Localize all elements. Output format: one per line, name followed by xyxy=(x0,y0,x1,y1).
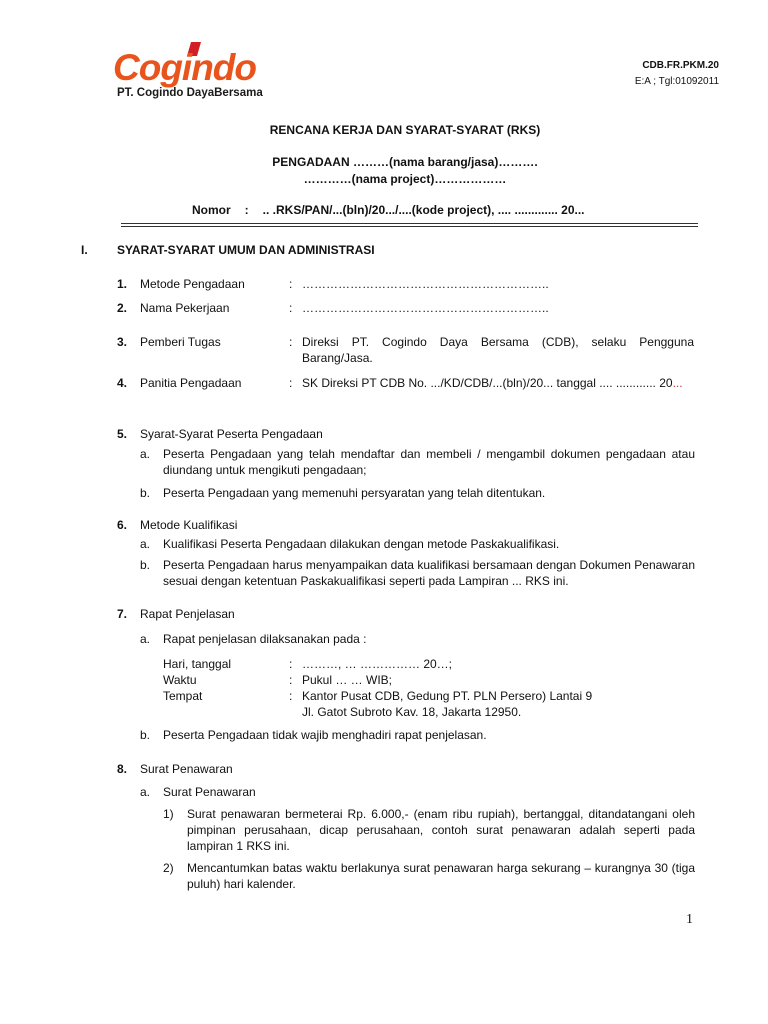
point-text: Peserta Pengadaan harus menyampaikan data kualifikasi bersamaan dengan Dokumen Penawaran sesuai dengan ketentuan Paskakualifikasi seperti pada Lampiran ... RKS ini. xyxy=(163,558,695,588)
logo-wordmark: Cogindo xyxy=(113,47,257,88)
item-number: 6. xyxy=(117,518,128,532)
procurement-line-1: PENGADAAN ………(nama barang/jasa)………. xyxy=(272,155,538,169)
detail-value-line-2: Jl. Gatot Subroto Kav. 18, Jakarta 12950. xyxy=(302,705,522,719)
subpoint-text: Surat penawaran bermeterai Rp. 6.000,- (enam ribu rupiah), bertanggal, ditandatangani oleh pimpinan perusahaan, dicap perusahaan, contoh surat penawaran adalah seperti pada lampiran 1 RKS ini. xyxy=(187,807,695,853)
document-edition: E:A ; Tgl:01092011 xyxy=(634,76,719,87)
subpoint-number: 1) xyxy=(163,807,174,821)
item-value xyxy=(302,375,694,391)
item-title: Surat Penawaran xyxy=(140,762,233,776)
company-logo xyxy=(113,42,273,102)
item-number: 5. xyxy=(117,427,128,441)
document-title: RENCANA KERJA DAN SYARAT-SYARAT (RKS) xyxy=(269,123,541,137)
detail-colon: : xyxy=(289,657,293,671)
item-number: 4. xyxy=(117,376,128,390)
item-number: 7. xyxy=(117,607,128,621)
detail-label: Hari, tanggal xyxy=(163,657,232,671)
point-text: Peserta Pengadaan yang memenuhi persyaratan yang telah ditentukan. xyxy=(163,486,546,500)
item-colon: : xyxy=(289,277,293,291)
logo-subtitle: PT. Cogindo DayaBersama xyxy=(117,87,263,99)
item-colon: : xyxy=(289,301,293,315)
point-letter: a. xyxy=(140,447,151,461)
divider-line xyxy=(121,226,698,227)
section-title: SYARAT-SYARAT UMUM DAN ADMINISTRASI xyxy=(117,243,375,257)
cogindo-logo-mark xyxy=(113,42,273,90)
item-title: Rapat Penjelasan xyxy=(140,607,235,621)
point-letter: b. xyxy=(140,558,151,572)
point-text: Peserta Pengadaan tidak wajib menghadiri rapat penjelasan. xyxy=(163,728,487,742)
item-colon: : xyxy=(289,376,293,390)
nomor-line xyxy=(192,203,585,217)
point-text: Peserta Pengadaan yang telah mendaftar dan membeli / mengambil dokumen pengadaan atau diundang untuk mengikuti pengadaan; xyxy=(163,447,695,477)
item-value-text: SK Direksi PT CDB No. .../KD/CDB/...(bln)/20... tanggal .... ............ 20 xyxy=(302,376,673,390)
subpoint-text: Mencantumkan batas waktu berlakunya surat penawaran harga sekurang – kurangnya 30 (tiga puluh) hari kalender. xyxy=(187,861,695,891)
point-letter: b. xyxy=(140,486,151,500)
item-number: 1. xyxy=(117,277,128,291)
detail-label: Waktu xyxy=(163,673,197,687)
procurement-line-2: …………(nama project)……………… xyxy=(303,172,507,186)
item-label: Metode Pengadaan xyxy=(140,277,245,291)
point-letter: a. xyxy=(140,537,151,551)
detail-value: ………, … …………… 20…; xyxy=(302,657,453,671)
point-text: Rapat penjelasan dilaksanakan pada : xyxy=(163,632,367,646)
item-label: Panitia Pengadaan xyxy=(140,376,242,390)
item-value: …………………………………………………….. xyxy=(302,277,549,291)
item-label: Nama Pekerjaan xyxy=(140,301,230,315)
document-code-block xyxy=(635,58,719,90)
item-value: Direksi PT. Cogindo Daya Bersama (CDB), selaku Pengguna Barang/Jasa. xyxy=(302,335,694,365)
document-code: CDB.FR.PKM.20 xyxy=(642,60,719,71)
page-number: 1 xyxy=(686,912,693,927)
point-text: Surat Penawaran xyxy=(163,785,256,799)
point-letter: a. xyxy=(140,785,151,799)
item-value: …………………………………………………….. xyxy=(302,301,549,315)
item-number: 8. xyxy=(117,762,128,776)
item-number: 2. xyxy=(117,301,128,315)
subpoint-number: 2) xyxy=(163,861,174,875)
point-letter: b. xyxy=(140,728,151,742)
detail-label: Tempat xyxy=(163,689,203,703)
item-value-tail: ... xyxy=(672,376,683,390)
nomor-label: Nomor xyxy=(192,203,231,217)
detail-value: Kantor Pusat CDB, Gedung PT. PLN Persero) Lantai 9 xyxy=(302,689,593,703)
item-label: Pemberi Tugas xyxy=(140,335,221,349)
nomor-value: .. .RKS/PAN/...(bln)/20.../....(kode project), .... ............. 20... xyxy=(262,203,585,217)
section-number: I. xyxy=(81,243,88,257)
item-title: Syarat-Syarat Peserta Pengadaan xyxy=(140,427,323,441)
point-text: Kualifikasi Peserta Pengadaan dilakukan dengan metode Paskakualifikasi. xyxy=(163,537,560,551)
divider-line xyxy=(121,223,698,224)
item-number: 3. xyxy=(117,335,128,349)
point-letter: a. xyxy=(140,632,151,646)
detail-value: Pukul … … WIB; xyxy=(302,673,393,687)
detail-colon: : xyxy=(289,689,293,703)
item-title: Metode Kualifikasi xyxy=(140,518,238,532)
item-colon: : xyxy=(289,335,293,349)
nomor-colon: : xyxy=(244,203,249,217)
detail-colon: : xyxy=(289,673,293,687)
